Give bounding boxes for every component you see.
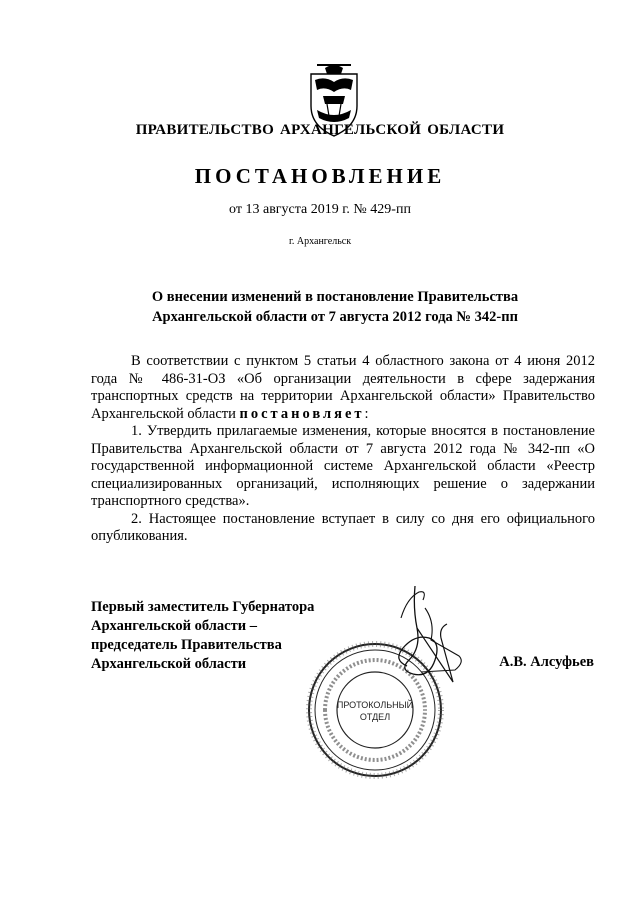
org-word-3: ОБЛАСТИ: [427, 122, 505, 138]
position-line-3: председатель Правительства: [91, 637, 282, 653]
city: г. Архангельск: [288, 236, 352, 247]
subject-line-1: О внесении изменений в постановление Правительства: [151, 289, 519, 305]
position-line-2: Архангельской области –: [91, 618, 257, 634]
item-1-paragraph: 1. Утвердить прилагаемые изменения, которые вносятся в постановление Правительства Архангельской области от 7 августа 2012 года № 342-пп «О государственной информационной системе Архангельской области «Реестр специализированных организаций, исполняющих решение о задержании транспортного средства».: [91, 423, 595, 509]
organization-title: [0, 122, 640, 139]
item-2-paragraph: 2. Настоящее постановление вступает в силу со дня его официального опубликования.: [91, 510, 595, 544]
signatory-name: А.В. Алсуфьев: [499, 654, 594, 670]
org-word-2: АРХАНГЕЛЬСКОЙ: [280, 122, 422, 138]
svg-text:ПРОТОКОЛЬНЫЙ: ПРОТОКОЛЬНЫЙ: [336, 700, 414, 710]
document-body: [91, 353, 595, 546]
preamble-text: В соответствии с пунктом 5 статьи 4 областного закона от 4 июня 2012 года № 486-31-ОЗ «Об организации деятельности в сфере задержания транспортных средств на территории Архангельской области» Правительство Архангельской области: [91, 353, 595, 422]
org-word-1: ПРАВИТЕЛЬСТВО: [135, 122, 275, 138]
position-line-4: Архангельской области: [91, 656, 247, 672]
position-line-1: Первый заместитель Губернатора: [91, 599, 315, 615]
subject-line-2: Архангельской области от 7 августа 2012 года № 342-пп: [152, 309, 518, 325]
decree-word: постановляет: [239, 405, 365, 422]
handwritten-signature: [355, 578, 475, 698]
document-subject: [130, 287, 540, 327]
document-type: ПОСТАНОВЛЕНИЕ: [194, 164, 446, 188]
svg-text:ОТДЕЛ: ОТДЕЛ: [359, 712, 391, 722]
decree-colon: :: [364, 405, 369, 422]
preamble-paragraph: [91, 353, 595, 423]
date-and-number: от 13 августа 2019 г. № 429-пп: [229, 202, 411, 217]
